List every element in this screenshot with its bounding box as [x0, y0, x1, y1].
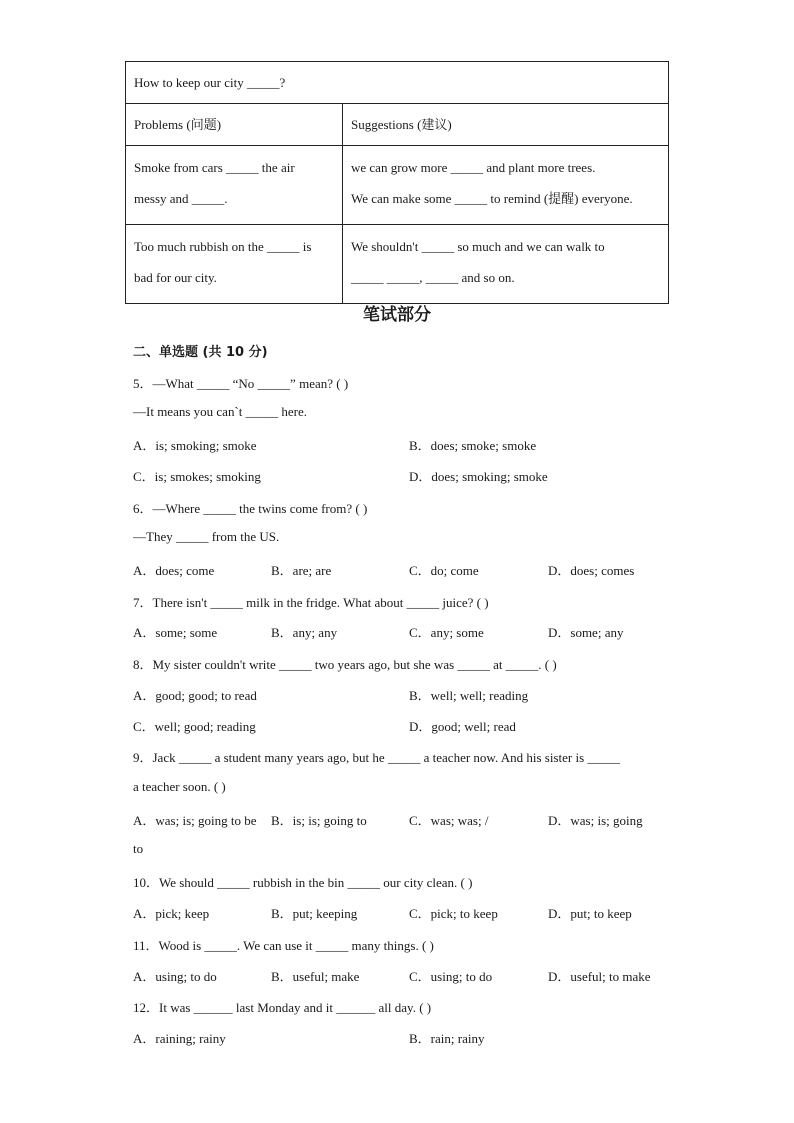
question-group-heading: 二、单选题 (共 10 分)	[133, 345, 268, 360]
option-b: B．any; any	[271, 625, 338, 640]
table-cell	[343, 146, 669, 225]
cell-line: We can make some _____ to remind (提醒) everyone.	[351, 191, 633, 206]
table-cell	[126, 225, 343, 304]
option-a: A．pick; keep	[133, 906, 210, 921]
option-c: C．using; to do	[409, 969, 493, 984]
question-line: 8．My sister couldn't write _____ two years ago, but she was _____ at _____. ( )	[133, 657, 557, 672]
option-b: B．does; smoke; smoke	[409, 438, 537, 453]
question-line: —They _____ from the US.	[133, 529, 280, 544]
option-a: A．does; come	[133, 563, 215, 578]
header-problems: Problems (问题)	[126, 104, 343, 146]
option-b: B．are; are	[271, 563, 332, 578]
table-cell	[343, 225, 669, 304]
question-line: a teacher soon. ( )	[133, 779, 226, 794]
option-a: A．using; to do	[133, 969, 217, 984]
option-b: B．well; well; reading	[409, 688, 529, 703]
question-line: 5．—What _____ “No _____” mean? ( )	[133, 376, 349, 391]
option-a: A．is; smoking; smoke	[133, 438, 257, 453]
option-b: B．rain; rainy	[409, 1031, 485, 1046]
option-a: A．was; is; going to be	[133, 813, 257, 828]
option-a: A．raining; rainy	[133, 1031, 226, 1046]
option-d: D．useful; to make	[548, 969, 651, 984]
option-d: D．does; smoking; smoke	[409, 469, 548, 484]
option-c: C．is; smokes; smoking	[133, 469, 261, 484]
cell-line: Smoke from cars _____ the air	[134, 160, 295, 175]
option-d: D．was; is; going	[548, 813, 643, 828]
cell-line: Too much rubbish on the _____ is	[134, 239, 312, 254]
cell-line: messy and _____.	[134, 191, 228, 206]
option-d: D．some; any	[548, 625, 624, 640]
option-c: C．do; come	[409, 563, 479, 578]
question-line: 7．There isn't _____ milk in the fridge. What about _____ juice? ( )	[133, 595, 489, 610]
option-b: B．put; keeping	[271, 906, 358, 921]
section-title: 笔试部分	[363, 305, 431, 325]
option-d: D．put; to keep	[548, 906, 632, 921]
question-line: 9．Jack _____ a student many years ago, but he _____ a teacher now. And his sister is _____	[133, 750, 620, 765]
question-line: 6．—Where _____ the twins come from? ( )	[133, 501, 368, 516]
cell-line: We shouldn't _____ so much and we can walk to	[351, 239, 605, 254]
option-d-wrap: to	[133, 841, 144, 856]
option-b: B．useful; make	[271, 969, 360, 984]
table-cell	[126, 146, 343, 225]
table-title: How to keep our city _____?	[126, 62, 669, 104]
option-a: A．some; some	[133, 625, 218, 640]
header-suggestions: Suggestions (建议)	[343, 104, 669, 146]
option-c: C．pick; to keep	[409, 906, 498, 921]
question-line: 12．It was ______ last Monday and it ______ all day. ( )	[133, 1000, 432, 1015]
option-b: B．is; is; going to	[271, 813, 367, 828]
question-line: —It means you can`t _____ here.	[133, 404, 308, 419]
option-c: C．well; good; reading	[133, 719, 256, 734]
question-line: 10．We should _____ rubbish in the bin _____ our city clean. ( )	[133, 875, 473, 890]
option-d: D．good; well; read	[409, 719, 516, 734]
city-table	[125, 61, 669, 304]
option-a: A．good; good; to read	[133, 688, 257, 703]
cell-line: _____ _____, _____ and so on.	[351, 270, 515, 285]
option-c: C．any; some	[409, 625, 484, 640]
option-d: D．does; comes	[548, 563, 635, 578]
cell-line: we can grow more _____ and plant more trees.	[351, 160, 596, 175]
question-line: 11．Wood is _____. We can use it _____ many things. ( )	[133, 938, 434, 953]
option-c: C．was; was; /	[409, 813, 489, 828]
cell-line: bad for our city.	[134, 270, 217, 285]
